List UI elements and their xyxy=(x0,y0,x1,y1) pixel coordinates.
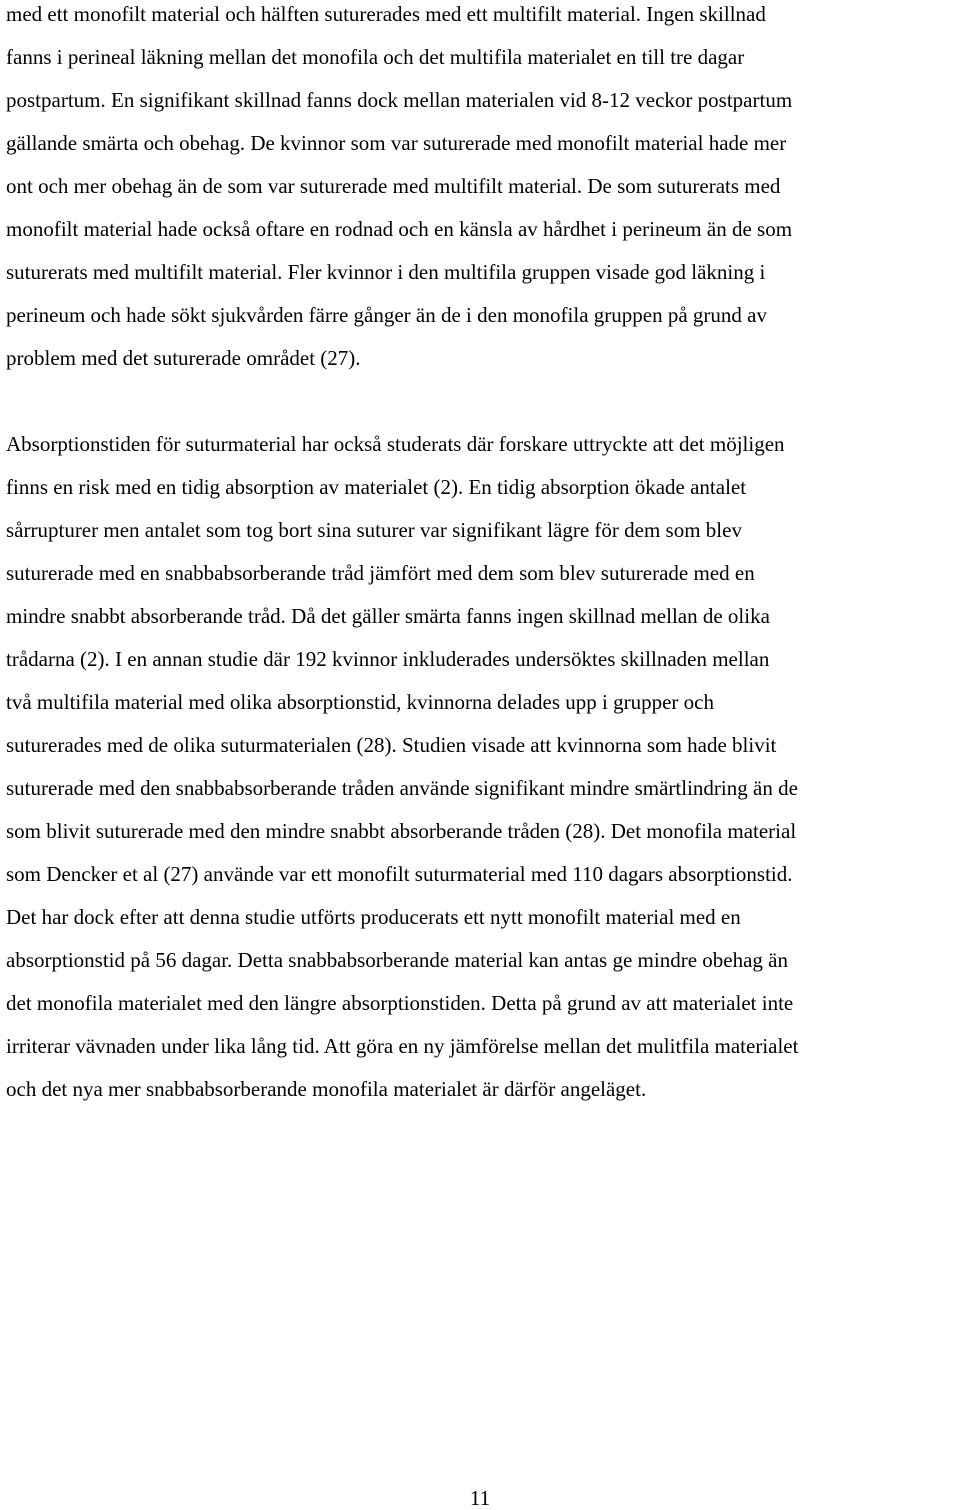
text-line: ont och mer obehag än de som var suturerade med multifilt material. De som suturerats med xyxy=(6,174,781,198)
text-line: Absorptionstiden för suturmaterial har också studerats där forskare uttryckte att det möjligen xyxy=(6,432,785,456)
text-line: sårrupturer men antalet som tog bort sina suturer var signifikant lägre för dem som blev xyxy=(6,518,742,542)
text-line: suturerade med en snabbabsorberande tråd jämfört med dem som blev suturerade med en xyxy=(6,561,755,585)
text-line: monofilt material hade också oftare en rodnad och en känsla av hårdhet i perineum än de som xyxy=(6,217,793,241)
text-line: irriterar vävnaden under lika lång tid. Att göra en ny jämförelse mellan det mulitfila materialet xyxy=(6,1034,799,1058)
text-line: suturerats med multifilt material. Fler kvinnor i den multifila gruppen visade god läkning i xyxy=(6,260,766,284)
text-line: problem med det suturerade området (27). xyxy=(6,346,361,370)
text-line: och det nya mer snabbabsorberande monofila materialet är därför angeläget. xyxy=(6,1077,647,1101)
text-line: postpartum. En signifikant skillnad fanns dock mellan materialen vid 8-12 veckor postpartum xyxy=(6,88,793,112)
text-line: två multifila material med olika absorptionstid, kvinnorna delades upp i grupper och xyxy=(6,690,714,714)
text-line: som Dencker et al (27) använde var ett monofilt suturmaterial med 110 dagars absorptionstid. xyxy=(6,862,793,886)
text-line: med ett monofilt material och hälften suturerades med ett multifilt material. Ingen skillnad xyxy=(6,2,766,26)
text-line: suturerades med de olika suturmaterialen (28). Studien visade att kvinnorna som hade blivit xyxy=(6,733,777,757)
text-line: det monofila materialet med den längre absorptionstiden. Detta på grund av att materialet inte xyxy=(6,991,794,1015)
text-line: som blivit suturerade med den mindre snabbt absorberande tråden (28). Det monofila material xyxy=(6,819,797,843)
text-line: suturerade med den snabbabsorberande tråden använde signifikant mindre smärtlindring än de xyxy=(6,776,798,800)
text-line: perineum och hade sökt sjukvården färre gånger än de i den monofila gruppen på grund av xyxy=(6,303,767,327)
page-number: 11 xyxy=(469,1486,491,1510)
text-line: Det har dock efter att denna studie utförts producerats ett nytt monofilt material med en xyxy=(6,905,741,929)
text-line: absorptionstid på 56 dagar. Detta snabbabsorberande material kan antas ge mindre obehag än xyxy=(6,948,788,972)
text-line: trådarna (2). I en annan studie där 192 kvinnor inkluderades undersöktes skillnaden mellan xyxy=(6,647,770,671)
text-line: mindre snabbt absorberande tråd. Då det gäller smärta fanns ingen skillnad mellan de olika xyxy=(6,604,770,628)
text-line: fanns i perineal läkning mellan det monofila och det multifila materialet en till tre dagar xyxy=(6,45,745,69)
text-line: finns en risk med en tidig absorption av materialet (2). En tidig absorption ökade antalet xyxy=(6,475,747,499)
text-line: gällande smärta och obehag. De kvinnor som var suturerade med monofilt material hade mer xyxy=(6,131,787,155)
